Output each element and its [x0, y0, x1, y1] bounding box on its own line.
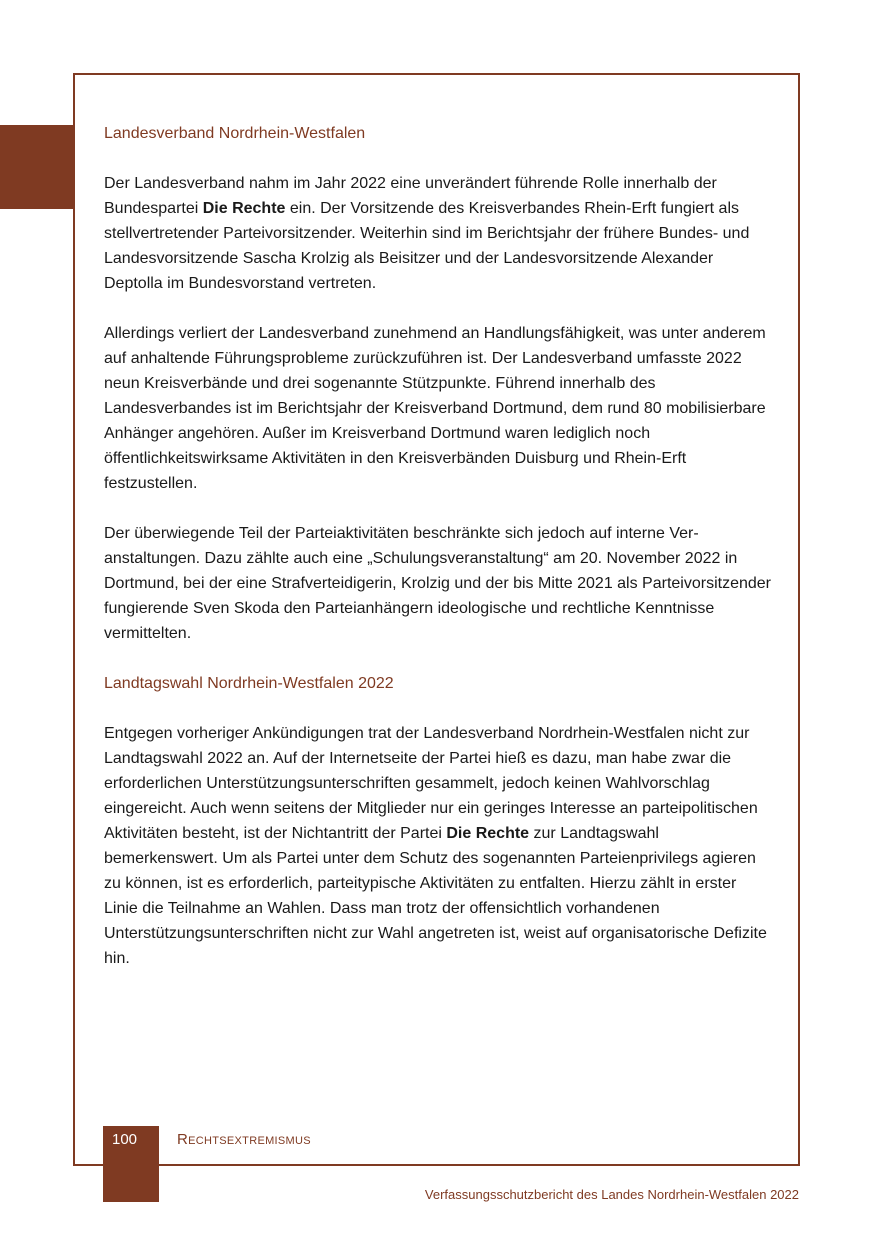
- party-name-bold: Die Rechte: [446, 825, 530, 842]
- text-segment: Der Landesverband nahm im Jahr 2022 eine unverändert führende Rolle innerhalb der Bundespartei: [104, 175, 717, 217]
- page-number: 100: [112, 1131, 138, 1148]
- main-content: [104, 121, 774, 996]
- paragraph-landtagswahl: [104, 721, 774, 971]
- publication-footer: Verfassungsschutzbericht des Landes Nordrhein-Westfalen 2022: [424, 1187, 799, 1202]
- running-section-label: Rechtsextremismus: [177, 1131, 311, 1148]
- text-segment: zur Landtagswahl bemerkenswert. Um als Partei unter dem Schutz des sogenannten Parteienprivilegs agieren zu können, ist es erforderlich, parteitypische Aktivitäten zu entfalten. Hierzu zählt in erster Linie die Teilnahme an Wahlen. Dass man trotz der offensichtlich vorhandenen Unterstützungsunterschriften nicht zur Wahl angetreten ist, weist auf organisatorische Defizite hin.: [104, 825, 767, 967]
- text-segment: Entgegen vorheriger Ankündigungen trat der Landesverband Nordrhein-Westfalen nicht zur Landtagswahl 2022 an. Auf der Internetseite der Partei hieß es dazu, man habe zwar die erforderlichen Unterstützungsunterschriften gesammelt, jedoch keinen Wahlvorschlag eingereicht. Auch wenn seitens der Mitglieder nur ein geringes Interesse an parteipolitischen Aktivitäten besteht, ist der Nichtantritt der Partei: [104, 725, 758, 842]
- paragraph-landesverband-role: [104, 171, 774, 296]
- section-heading-landtagswahl: Landtagswahl Nordrhein-Westfalen 2022: [104, 675, 394, 692]
- section-heading-landesverband: Landesverband Nordrhein-Westfalen: [104, 125, 366, 142]
- paragraph-internal-events: Der überwiegende Teil der Parteiaktivitäten beschränkte sich jedoch auf interne Veranstaltungen. Dazu zählte auch eine „Schulungsveranstaltung“ am 20. November 2022 in Dortmund, bei der eine Strafverteidigerin, Krolzig und der bis Mitte 2021 als Parteivorsitzender fungierende Sven Skoda den Parteianhängern ideologische und rechtliche Kenntnisse vermittelten.: [104, 525, 771, 642]
- chapter-marker-tab: [0, 125, 75, 209]
- paragraph-landesverband-decline: Allerdings verliert der Landesverband zunehmend an Handlungsfähigkeit, was unter anderem auf anhaltende Führungsprobleme zurückzuführen ist. Der Landesverband umfasste 2022 neun Kreisverbände und drei sogenannte Stützpunkte. Führend innerhalb des Landesverbandes ist im Berichtsjahr der Kreisverband Dortmund, dem rund 80 mobilisierbare Anhänger angehören. Außer im Kreisverband Dortmund waren lediglich noch öffentlichkeitswirksame Aktivitäten in den Kreisverbänden Duisburg und Rhein-Erft festzustellen.: [104, 325, 766, 492]
- party-name-bold: Die Rechte: [202, 200, 286, 217]
- text-segment: ein. Der Vorsitzende des Kreisverbandes Rhein-Erft fungiert als stellvertretender Parteivorsitzender. Weiterhin sind im Berichtsjahr der frühere Bundes- und Landesvorsitzende Sascha Krolzig als Beisitzer und der Landesvorsitzende Alexander Deptolla im Bundesvorstand vertreten.: [104, 200, 750, 292]
